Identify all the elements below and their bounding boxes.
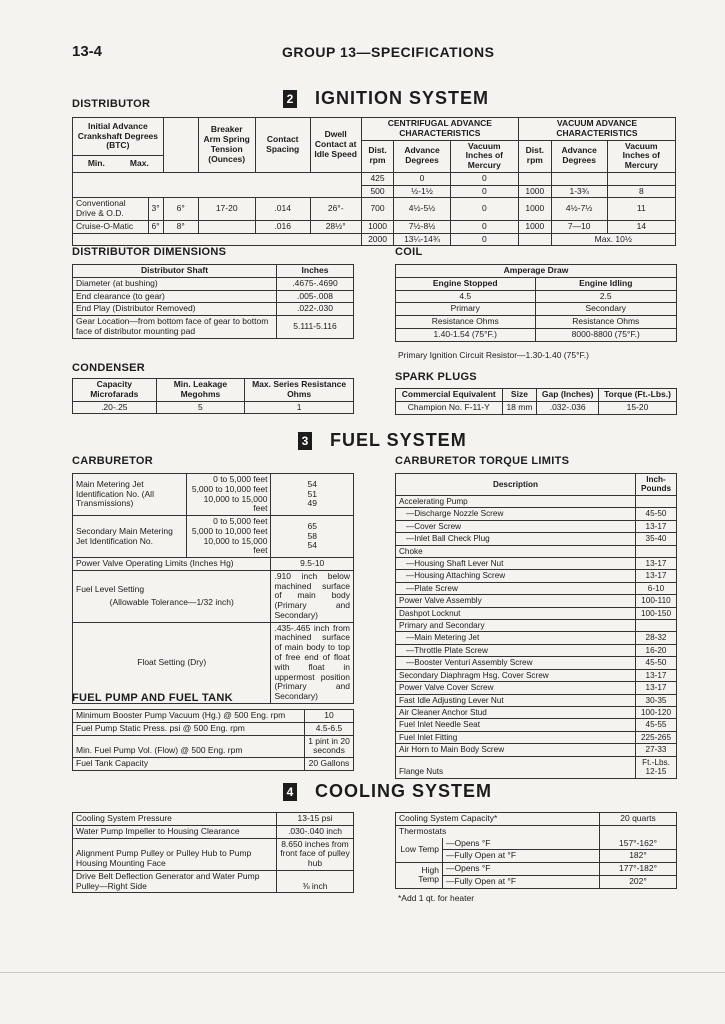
dist-dims-table: Distributor Shaft Inches Diameter (at bushing) .4675-.4690 End clearance (to gear) .005-.008 End Play (Distributor Removed) .022-.030 Gear Location—from bottom face of gear to bottom face of distributor mounting pad 5.111-5.116 xyxy=(72,264,354,339)
spark-table: Commercial Equivalent Size Gap (Inches) Torque (Ft.-Lbs.) Champion No. F-11-Y 18 mm .032-.036 15-20 xyxy=(395,388,677,415)
carburetor-table: Main Metering Jet Identification No. (All Transmissions) 0 to 5,000 feet 5,000 to 10,000 feet 10,000 to 15,000 feet 54 51 49 Secondary Main Metering Jet Identification No. 0 to 5,000 feet 5,000 to 10,000 feet 10,000 to 15,000 feet 65 58 54 Power Valve Operating Limits (Inches Hg) 9.5-10 Fuel Level Setting (Allowable Tolerance—1/32 inch) .910 inch below machined surface of main body (Primary and Secondary) Float Setting (Dry) .435-.465 inch from machined surface of main body to top of free end of float with float in uppermost position (Primary and Secondary) xyxy=(72,473,354,704)
carburetor-heading: CARBURETOR xyxy=(72,455,154,467)
section-title-cooling: COOLING SYSTEM xyxy=(315,781,493,801)
torque-row: Power Valve Assembly 100-110 xyxy=(396,595,677,607)
torque-row: Fuel Inlet Fitting 225-265 xyxy=(396,731,677,743)
cooling-left-table: Cooling System Pressure 13-15 psi Water Pump Impeller to Housing Clearance .030-.040 inch Alignment Pump Pulley or Pulley Hub to Pump Housing Mounting Face 8.650 inches from front face of pulley hub Drive Belt Deflection Generator and Water Pump Pulley—Right Side ⅜ inch xyxy=(72,812,354,893)
carb-torque-table: Description Inch-Pounds Accelerating Pump —Discharge Nozzle Screw 45-50 —Cover Screw 13-17 —Inlet Ball Check Plug 35-40 Choke —Housing Shaft Lever Nut 13-17 —Housing Attaching Screw 13-17 —Plate Screw 6-10 Power Valve Assembly 100-110 Dashpot Locknut 100-150 Primary and Secondary —Main Metering Jet 28-32 —Throttle Plate Screw 16-20 —Booster Venturi Assembly Screw 45-50 Secondary Diaphragm Hsg. Cover Screw 13-17 Power Valve Cover Screw 13-17 Fast Idle Adjusting Lever Nut 30-35 Air Cleaner Anchor Stud 100-120 Fuel Inlet Needle Seat 45-55 Fuel Inlet Fitting 225-265 Air Horn to Main Body Screw 27-33 Flange Nuts Ft.-Lbs. 12-15 xyxy=(395,473,677,779)
section-title-fuel: FUEL SYSTEM xyxy=(330,430,467,450)
torque-row: —Housing Attaching Screw 13-17 xyxy=(396,570,677,582)
torque-row: Secondary Diaphragm Hsg. Cover Screw 13-17 xyxy=(396,669,677,681)
condenser-heading: CONDENSER xyxy=(72,362,145,374)
carb-torque-heading: CARBURETOR TORQUE LIMITS xyxy=(395,455,570,467)
dist-row-conventional: Conventional Drive & O.D. xyxy=(73,198,149,221)
page-edge xyxy=(0,972,725,973)
torque-row: —Cover Screw 13-17 xyxy=(396,520,677,532)
distributor-table: Initial Advance Crankshaft Degrees (BTC) Breaker Arm Spring Tension (Ounces) Contact Spacing Dwell Contact at Idle Speed CENTRIFUGAL ADVANCE CHARACTERISTICS VACUUM ADVANCE CHARACTERISTICS Dist. rpm Advance Degrees Vacuum Inches of Mercury Dist. rpm Advance Degrees Vacuum Inches of Mercury Min. Max. 425 0 0 500 ½-1½ 0 1000 1-3¾ 8 Conventional Drive & O.D. 3° 6° 17-20 .014 26°- 700 4½-5½ 0 1000 4½-7½ 11 Cruise-O-Matic 6° 8° .016 28½° 1000 7½-8½ 0 1000 7—10 14 2000 13¼-14¾ 0 Max. 10½ xyxy=(72,117,676,246)
distributor-heading: DISTRIBUTOR xyxy=(72,98,151,110)
torque-row: Primary and Secondary xyxy=(396,620,677,632)
coil-table: Amperage Draw Engine Stopped Engine Idling 4.5 2.5 Primary Secondary Resistance Ohms Resistance Ohms 1.40-1.54 (75°F.) 8000-8800 (75°F.) xyxy=(395,264,677,342)
torque-row: —Throttle Plate Screw 16-20 xyxy=(396,644,677,656)
cooling-right-table: Cooling System Capacity* 20 quarts Thermostats Low Temp —Opens °F 157°-162° —Fully Open at °F 182° High Temp —Opens °F 177°-182° —Fully Open at °F 202° xyxy=(395,812,677,889)
torque-row: —Housing Shaft Lever Nut 13-17 xyxy=(396,557,677,569)
spark-heading: SPARK PLUGS xyxy=(395,371,477,383)
page-number: 13-4 xyxy=(72,43,103,60)
torque-row: —Inlet Ball Check Plug 35-40 xyxy=(396,533,677,545)
group-title: GROUP 13—SPECIFICATIONS xyxy=(282,44,495,60)
heater-note: *Add 1 qt. for heater xyxy=(398,893,475,903)
torque-row: Air Horn to Main Body Screw 27-33 xyxy=(396,744,677,756)
torque-row: Dashpot Locknut 100-150 xyxy=(396,607,677,619)
fuel-pump-heading: FUEL PUMP AND FUEL TANK xyxy=(72,692,233,704)
torque-row: —Discharge Nozzle Screw 45-50 xyxy=(396,508,677,520)
section-title-ignition: IGNITION SYSTEM xyxy=(315,88,490,108)
torque-row: Accelerating Pump xyxy=(396,495,677,507)
condenser-table: Capacity Microfarads Min. Leakage Megohms Max. Series Resistance Ohms .20-.25 5 1 xyxy=(72,378,354,414)
torque-row: —Booster Venturi Assembly Screw 45-50 xyxy=(396,657,677,669)
coil-heading: COIL xyxy=(395,246,423,258)
torque-row: Air Cleaner Anchor Stud 100-120 xyxy=(396,707,677,719)
dist-row-cruise: Cruise-O-Matic xyxy=(73,220,149,233)
coil-note: Primary Ignition Circuit Resistor—1.30-1.40 (75°F.) xyxy=(398,350,589,360)
torque-row: Fast Idle Adjusting Lever Nut 30-35 xyxy=(396,694,677,706)
section-number-2: 2 xyxy=(283,90,297,108)
torque-row: —Main Metering Jet 28-32 xyxy=(396,632,677,644)
fuel-pump-table: Minimum Booster Pump Vacuum (Hg.) @ 500 Eng. rpm 10 Fuel Pump Static Press. psi @ 500 Eng. rpm 4.5-6.5 Min. Fuel Pump Vol. (Flow) @ 500 Eng. rpm 1 pint in 20 seconds Fuel Tank Capacity 20 Gallons xyxy=(72,709,354,771)
torque-row: Fuel Inlet Needle Seat 45-55 xyxy=(396,719,677,731)
torque-row: Choke xyxy=(396,545,677,557)
section-number-3: 3 xyxy=(298,432,312,450)
section-number-4: 4 xyxy=(283,783,297,801)
dist-dims-heading: DISTRIBUTOR DIMENSIONS xyxy=(72,246,227,258)
torque-row: Power Valve Cover Screw 13-17 xyxy=(396,682,677,694)
torque-row: —Plate Screw 6-10 xyxy=(396,582,677,594)
